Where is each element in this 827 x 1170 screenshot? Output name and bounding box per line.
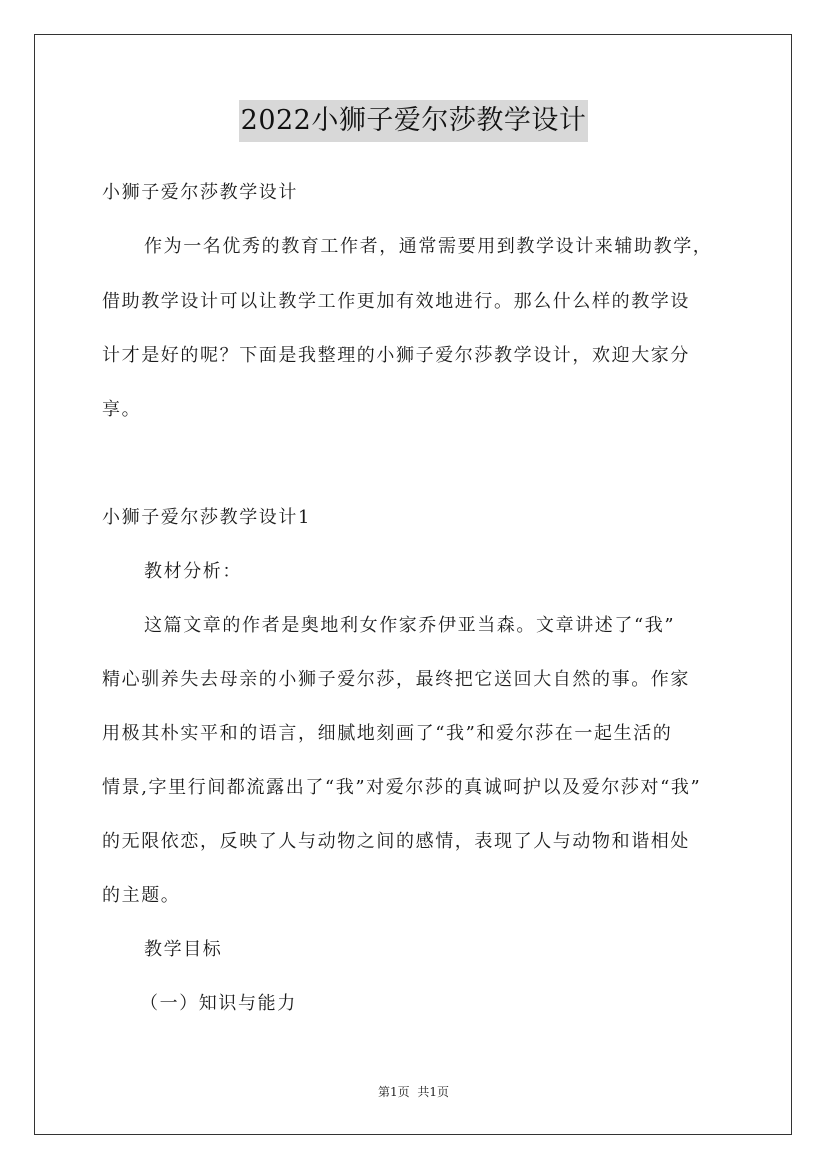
page-number: 第1页	[378, 1085, 410, 1099]
paragraph-line: 情景,字里行间都流露出了“我”对爱尔莎的真诚呵护以及爱尔莎对“我”	[102, 777, 702, 798]
section-heading: 小狮子爱尔莎教学设计1	[102, 507, 312, 528]
title-wrap	[0, 100, 827, 142]
paragraph-line: 计才是好的呢？下面是我整理的小狮子爱尔莎教学设计，欢迎大家分	[102, 345, 690, 366]
paragraph-line: 的主题。	[102, 885, 181, 906]
paragraph-line: 借助教学设计可以让教学工作更加有效地进行。那么什么样的教学设	[102, 291, 690, 312]
subsection-heading: 教材分析：	[144, 561, 242, 582]
paragraph-line: 作为一名优秀的教育工作者，通常需要用到教学设计来辅助教学，	[144, 236, 713, 257]
paragraph-line: 用极其朴实平和的语言，细腻地刻画了“我”和爱尔莎在一起生活的	[102, 723, 673, 744]
paragraph-line: 精心驯养失去母亲的小狮子爱尔莎，最终把它送回大自然的事。作家	[102, 669, 690, 690]
paragraph-line: 享。	[102, 399, 142, 420]
page-footer	[0, 1083, 827, 1101]
subsection-heading: （一）知识与能力	[140, 993, 297, 1014]
page-total: 共1页	[417, 1085, 449, 1099]
paragraph-line: 的无限依恋，反映了人与动物之间的感情，表现了人与动物和谐相处	[102, 831, 690, 852]
paragraph-line: 这篇文章的作者是奥地利女作家乔伊亚当森。文章讲述了“我”	[144, 615, 676, 636]
subtitle-line: 小狮子爱尔莎教学设计	[102, 182, 298, 203]
document-title: 2022小狮子爱尔莎教学设计	[239, 100, 589, 142]
subsection-heading: 教学目标	[144, 939, 223, 960]
